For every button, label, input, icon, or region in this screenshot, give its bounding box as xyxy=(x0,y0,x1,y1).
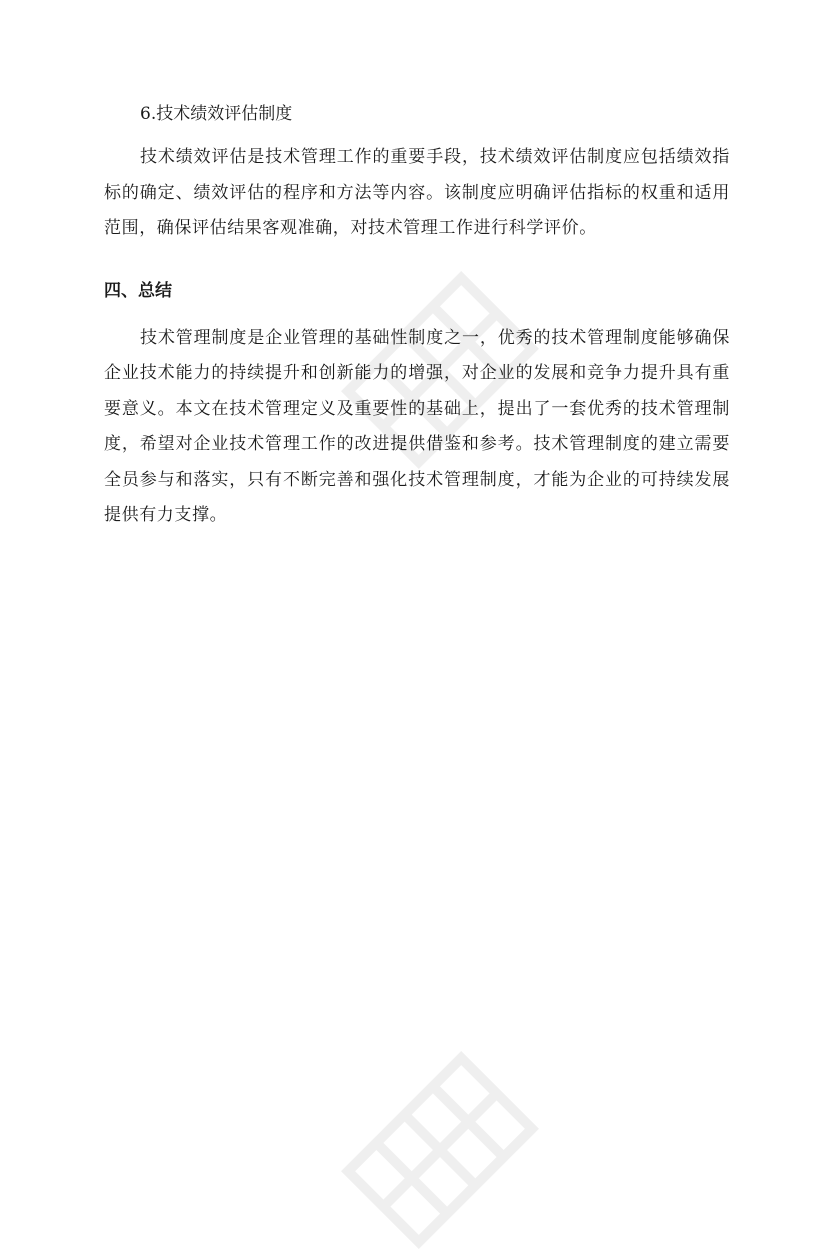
document-content xyxy=(104,96,730,534)
section-heading: 四、总结 xyxy=(104,280,172,301)
section-paragraph: 技术管理制度是企业管理的基础性制度之一，优秀的技术管理制度能够确保企业技术能力的持续提升和创新能力的增强，对企业的发展和竞争力提升具有重要意义。本文在技术管理定义及重要性的基础上，提出了一套优秀的技术管理制度，希望对企业技术管理工作的改进提供借鉴和参考。技术管理制度的建立需要全员参与和落实，只有不断完善和强化技术管理制度，才能为企业的可持续发展提供有力支撑。 xyxy=(104,327,730,525)
watermark-seal xyxy=(330,1040,550,1260)
subsection-paragraph: 技术绩效评估是技术管理工作的重要手段，技术绩效评估制度应包括绩效指标的确定、绩效评估的程序和方法等内容。该制度应明确评估指标的权重和适用范围，确保评估结果客观准确，对技术管理工作进行科学评价。 xyxy=(104,147,730,238)
subsection-title: 6.技术绩效评估制度 xyxy=(140,104,293,124)
